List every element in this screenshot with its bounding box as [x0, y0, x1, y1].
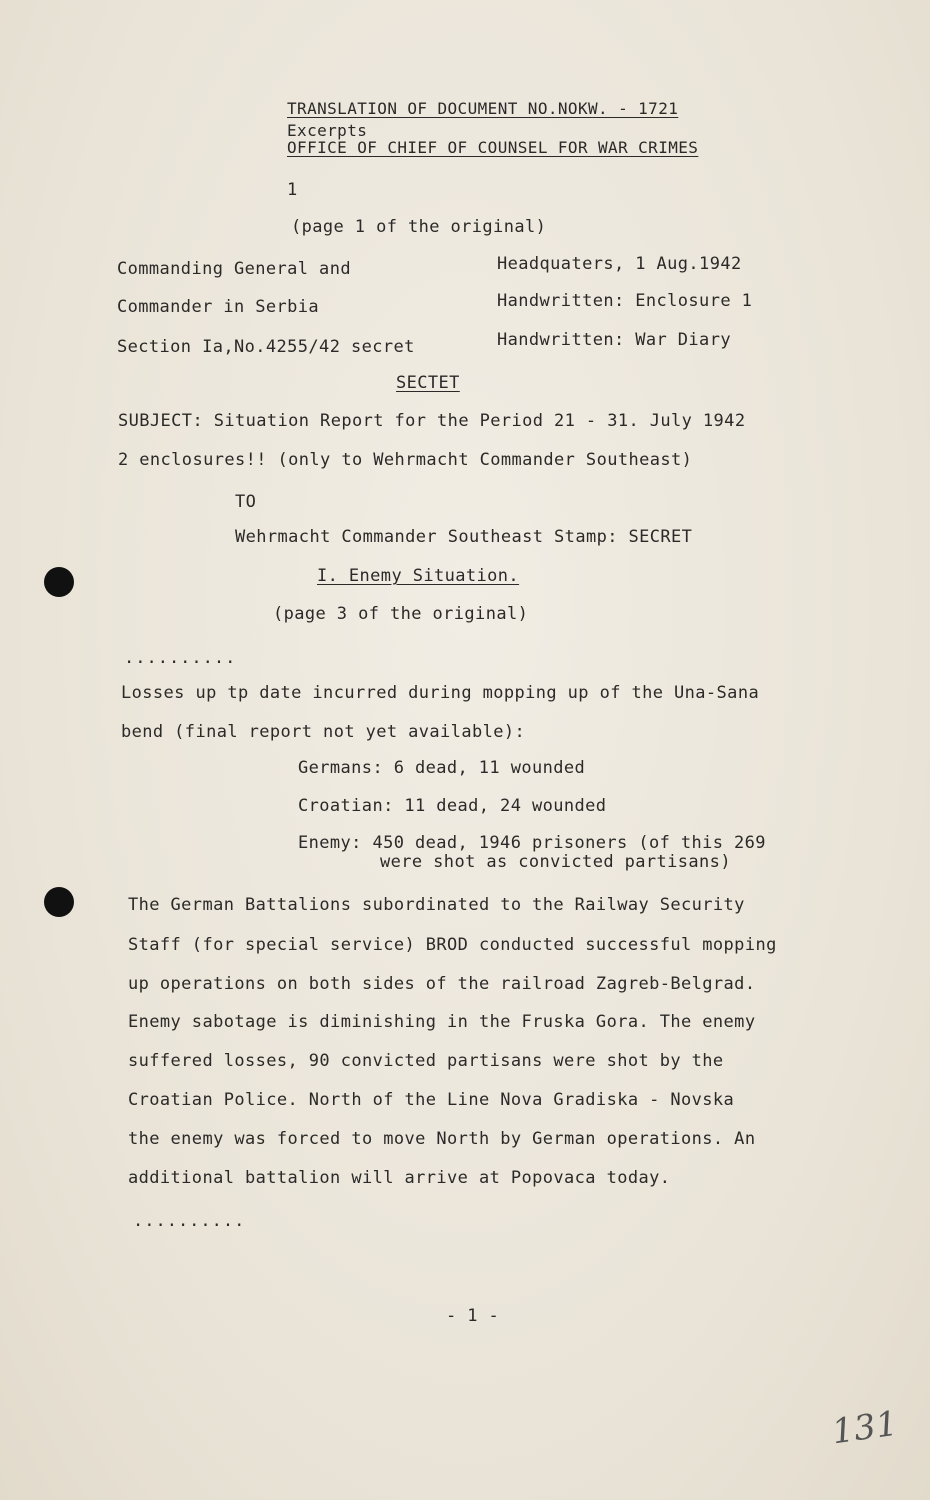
paragraph-line: additional battalion will arrive at Popovaca today. [128, 1168, 671, 1188]
section-heading: I. Enemy Situation. [317, 566, 520, 586]
losses-line: Germans: 6 dead, 11 wounded [298, 758, 586, 778]
paragraph-line: Staff (for special service) BROD conducted successful mopping [128, 935, 777, 955]
enclosures-line: 2 enclosures!! (only to Wehrmacht Commander Southeast) [118, 450, 693, 470]
punch-hole [44, 887, 74, 917]
paragraph-line: Croatian Police. North of the Line Nova Gradiska - Novska [128, 1090, 735, 1110]
paragraph-line: up operations on both sides of the railroad Zagreb-Belgrad. [128, 974, 756, 994]
header-right-line: Handwritten: Enclosure 1 [497, 291, 753, 311]
recipient-line: Wehrmacht Commander Southeast Stamp: SECRET [235, 527, 693, 547]
sender-line: Commanding General and [117, 259, 351, 279]
to-label: TO [235, 492, 257, 512]
subject-line: SUBJECT: Situation Report for the Period 21 - 31. July 1942 [118, 411, 746, 431]
translation-title: TRANSLATION OF DOCUMENT NO.NOKW. - 1721 [287, 99, 679, 118]
paragraph-line: the enemy was forced to move North by German operations. An [128, 1129, 756, 1149]
losses-line: Croatian: 11 dead, 24 wounded [298, 796, 607, 816]
header-right-line: Headquaters, 1 Aug.1942 [497, 254, 742, 274]
paragraph-line: suffered losses, 90 convicted partisans were shot by the [128, 1051, 724, 1071]
office-title: OFFICE OF CHIEF OF COUNSEL FOR WAR CRIMES [287, 138, 699, 157]
page-number: - 1 - [446, 1306, 500, 1326]
losses-intro-line: bend (final report not yet available): [121, 722, 526, 742]
sender-line: Commander in Serbia [117, 297, 320, 317]
ellipsis-separator: .......... [133, 1211, 246, 1231]
punch-hole [44, 567, 74, 597]
sender-line: Section Ia,No.4255/42 secret [117, 337, 415, 357]
excerpts-label: Excerpts [287, 121, 368, 140]
paragraph-line: Enemy sabotage is diminishing in the Fruska Gora. The enemy [128, 1012, 756, 1032]
losses-line: Enemy: 450 dead, 1946 prisoners (of this 269 [298, 833, 766, 853]
header-right-line: Handwritten: War Diary [497, 330, 731, 350]
page-note: (page 3 of the original) [273, 604, 529, 624]
page-marker: 1 [287, 180, 298, 200]
handwritten-annotation: 131 [829, 1403, 901, 1453]
paragraph-line: The German Battalions subordinated to the Railway Security [128, 895, 745, 915]
losses-intro-line: Losses up tp date incurred during mopping up of the Una-Sana [121, 683, 760, 703]
page-note: (page 1 of the original) [291, 217, 547, 237]
classification-label: SECTET [396, 373, 460, 393]
ellipsis-separator: .......... [124, 648, 237, 668]
losses-line: were shot as convicted partisans) [380, 852, 731, 872]
